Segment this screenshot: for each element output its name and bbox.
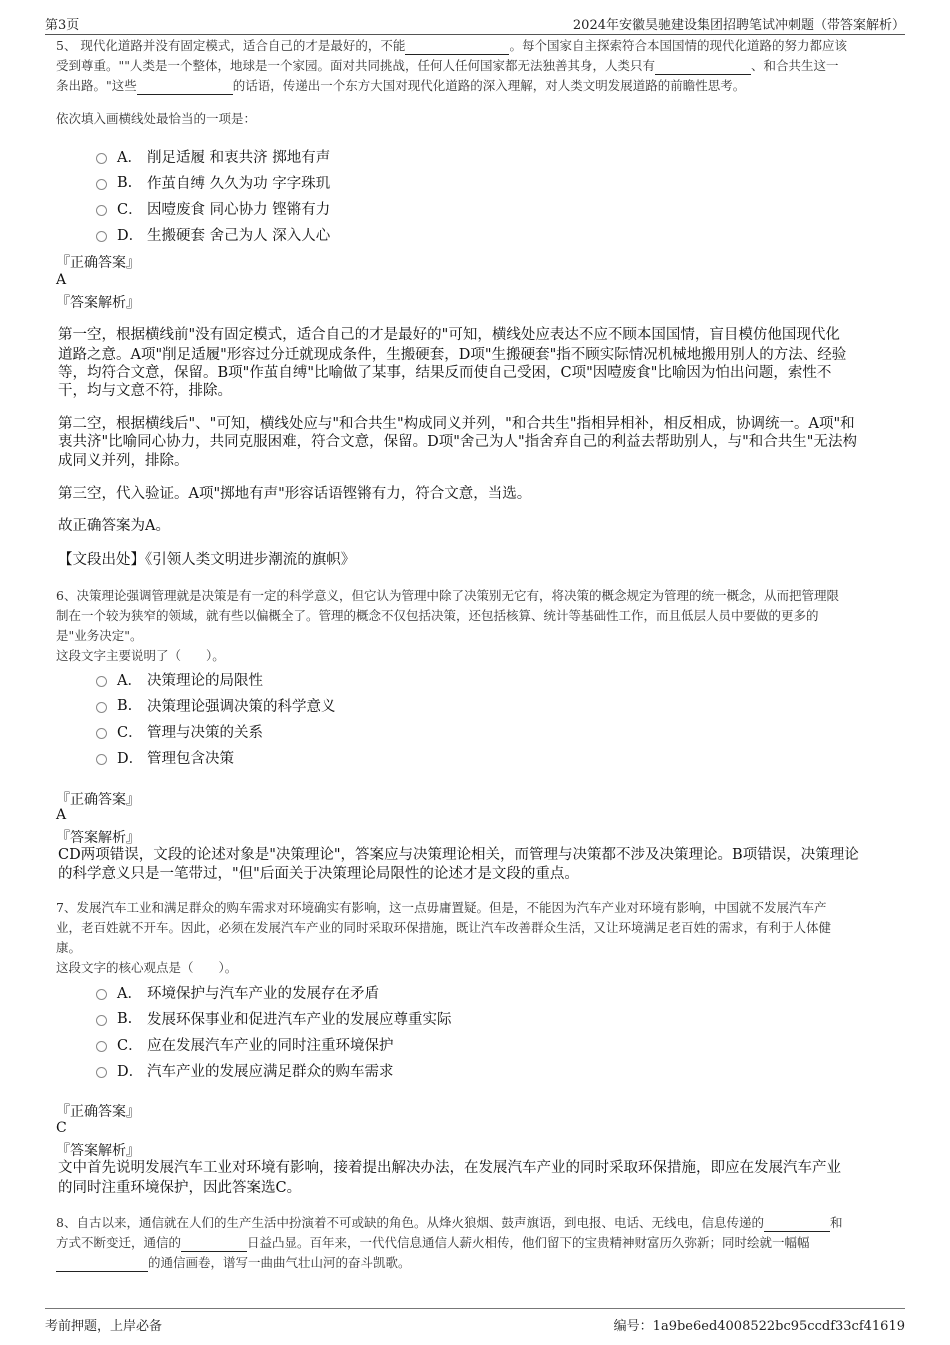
fill-blank xyxy=(764,1217,830,1232)
radio-icon[interactable] xyxy=(96,1015,107,1026)
q7-stem-l2: 业，老百姓就不开车。因此，必须在发展汽车产业的同时采取环保措施，既让汽车改善群众生活，又让环境满足老百姓的需求，有利于人体健 xyxy=(56,920,832,935)
q5-option-d[interactable]: D． 生搬硬套 舍己为人 深入人心 xyxy=(96,224,330,245)
q5-prompt: 依次填入画横线处最恰当的一项是： xyxy=(56,111,257,126)
q6-stem-l3: 是"业务决定"。 xyxy=(56,628,143,643)
q5-line-1: 5、 现代化道路并没有固定模式，适合自己的才是最好的，不能 。每个国家自主探索符合本国国情的现代化道路的努力都应该 xyxy=(56,38,847,53)
q6-option-b[interactable]: B. 决策理论强调决策的科学意义 xyxy=(96,695,336,716)
q7-prompt: 这段文字的核心观点是（ ）。 xyxy=(56,960,238,975)
radio-icon[interactable] xyxy=(96,754,107,765)
q6-stem-l1: 6、决策理论强调管理就是决策是有一定的科学意义，但它认为管理中除了决策别无它有，将决策的概念规定为管理的统一概念，从而把管理限 xyxy=(56,588,839,603)
q6-option-c[interactable]: C． 管理与决策的关系 xyxy=(96,721,263,742)
q7-option-b[interactable]: B. 发展环保事业和促进汽车产业的发展应尊重实际 xyxy=(96,1008,452,1029)
q7-option-d[interactable]: D． 汽车产业的发展应满足群众的购车需求 xyxy=(96,1060,394,1081)
radio-icon[interactable] xyxy=(96,702,107,713)
q7-stem-l3: 康。 xyxy=(56,940,82,955)
q5-analysis-p2-l2: 衷共济"比喻同心协力，共同克服困难，符合文意，保留。D项"舍己为人"指舍弃自己的利益去帮助别人，与"和合共生"无法构 xyxy=(58,434,857,450)
q5-analysis-p1-l3: 等，均符合文意，保留。B项"作茧自缚"比喻做了某事，结果反而使自己受困，C项"因噎废食"比喻因为怕出问题，索性不 xyxy=(58,365,832,381)
q5-option-a[interactable]: A． 削足适履 和衷共济 掷地有声 xyxy=(96,146,330,167)
q5-answer-label: 『正确答案』 xyxy=(56,255,140,271)
radio-icon[interactable] xyxy=(96,231,107,242)
q6-option-d[interactable]: D． 管理包含决策 xyxy=(96,747,234,768)
q7-analysis-l2: 的同时注重环境保护，因此答案选C。 xyxy=(58,1180,302,1196)
q5-analysis-label: 『答案解析』 xyxy=(56,295,140,311)
radio-icon[interactable] xyxy=(96,205,107,216)
q6-prompt: 这段文字主要说明了（ ）。 xyxy=(56,648,225,663)
q7-answer-label: 『正确答案』 xyxy=(56,1104,140,1120)
q5-answer: A xyxy=(56,272,67,288)
radio-icon[interactable] xyxy=(96,989,107,1000)
q6-analysis-label: 『答案解析』 xyxy=(56,830,140,846)
q5-analysis-p1-l2: 道路之意。A项"削足适履"形容过分迁就现成条件，生搬硬套，D项"生搬硬套"指不顾实际情况机械地搬用别人的方法、经验 xyxy=(58,347,847,363)
q6-answer-label: 『正确答案』 xyxy=(56,792,140,808)
radio-icon[interactable] xyxy=(96,1067,107,1078)
radio-icon[interactable] xyxy=(96,1041,107,1052)
fill-blank xyxy=(137,80,233,95)
radio-icon[interactable] xyxy=(96,728,107,739)
q5-analysis-p4: 故正确答案为A。 xyxy=(58,518,170,534)
radio-icon[interactable] xyxy=(96,179,107,190)
q7-option-a[interactable]: A． 环境保护与汽车产业的发展存在矛盾 xyxy=(96,982,379,1003)
q8-stem-l3: 的通信画卷，谱写一曲曲气壮山河的奋斗凯歌。 xyxy=(56,1253,411,1272)
q5-analysis-p2-l1: 第二空，根据横线后"、"可知，横线处应与"和合共生"构成同义并列，"和合共生"指相异相补，相反相成，协调统一。A项"和 xyxy=(58,416,855,432)
page-footer xyxy=(45,1308,905,1333)
q8-stem-l1: 8、自古以来，通信就在人们的生产生活中扮演着不可或缺的角色。从烽火狼烟、鼓声旗语，到电报、电话、无线电，信息传递的 和 xyxy=(56,1215,843,1230)
q6-answer: A xyxy=(56,807,67,823)
q5-line-3: 条出路。"这些 的话语，传递出一个东方大国对现代化道路的深入理解，对人类文明发展道路的前瞻性思考。 xyxy=(56,78,746,93)
q5-line-2: 受到尊重。""人类是一个整体，地球是一个家园。面对共同挑战，任何人任何国家都无法独善其身，人类只有 、和合共生这一 xyxy=(56,58,839,73)
radio-icon[interactable] xyxy=(96,676,107,687)
q5-analysis-p3: 第三空，代入验证。A项"掷地有声"形容话语铿锵有力，符合文意，当选。 xyxy=(58,486,532,502)
fill-blank xyxy=(655,60,751,75)
q7-option-c[interactable]: C． 应在发展汽车产业的同时注重环境保护 xyxy=(96,1034,394,1055)
document-title: 2024年安徽昊驰建设集团招聘笔试冲刺题（带答案解析） xyxy=(572,18,905,33)
q7-answer: C xyxy=(56,1120,67,1136)
fill-blank xyxy=(181,1237,247,1252)
q8-stem-l2: 方式不断变迁，通信的 日益凸显。百年来，一代代信息通信人薪火相传，他们留下的宝贵精神财富历久弥新；同时绘就一幅幅 xyxy=(56,1235,810,1250)
fill-blank xyxy=(56,1257,148,1272)
q6-analysis-l1: CD两项错误，文段的论述对象是"决策理论"，答案应与决策理论相关，而管理与决策都不涉及决策理论。B项错误，决策理论 xyxy=(58,847,859,863)
q6-option-a[interactable]: A． 决策理论的局限性 xyxy=(96,669,263,690)
q5-option-c[interactable]: C． 因噎废食 同心协力 铿锵有力 xyxy=(96,198,330,219)
q7-analysis-label: 『答案解析』 xyxy=(56,1143,140,1159)
q5-analysis-p1-l4: 干，均与文意不符，排除。 xyxy=(58,383,232,399)
q5-analysis-p1-l1: 第一空，根据横线前"没有固定模式，适合自己的才是最好的"可知，横线处应表达不应不顾本国国情，盲目模仿他国现代化 xyxy=(58,327,840,343)
q7-stem-l1: 7、发展汽车工业和满足群众的购车需求对环境确实有影响，这一点毋庸置疑。但是，不能因为汽车产业对环境有影响，中国就不发展汽车产 xyxy=(56,900,827,915)
document-id: 编号：1a9be6ed4008522bc95ccdf33cf41619 xyxy=(613,1319,905,1334)
q7-analysis-l1: 文中首先说明发展汽车工业对环境有影响，接着提出解决办法，在发展汽车产业的同时采取环保措施，即应在发展汽车产业 xyxy=(58,1160,841,1176)
radio-icon[interactable] xyxy=(96,153,107,164)
q6-stem-l2: 制在一个较为狭窄的领域，就有些以偏概全了。管理的概念不仅包括决策，还包括核算、统计等基础性工作，而且低层人员中要做的更多的 xyxy=(56,608,819,623)
q6-analysis-l2: 的科学意义只是一笔带过，"但"后面关于决策理论局限性的论述才是文段的重点。 xyxy=(58,866,579,882)
q5-analysis-p2-l3: 成同义并列，排除。 xyxy=(58,453,189,469)
page-header xyxy=(45,12,905,35)
footer-slogan: 考前押题，上岸必备 xyxy=(45,1319,163,1334)
q5-option-b[interactable]: B. 作茧自缚 久久为功 字字珠玑 xyxy=(96,172,330,193)
page-number: 第3页 xyxy=(45,18,80,33)
fill-blank xyxy=(405,40,509,55)
q5-source: 【文段出处】《引领人类文明进步潮流的旗帜》 xyxy=(58,552,356,568)
